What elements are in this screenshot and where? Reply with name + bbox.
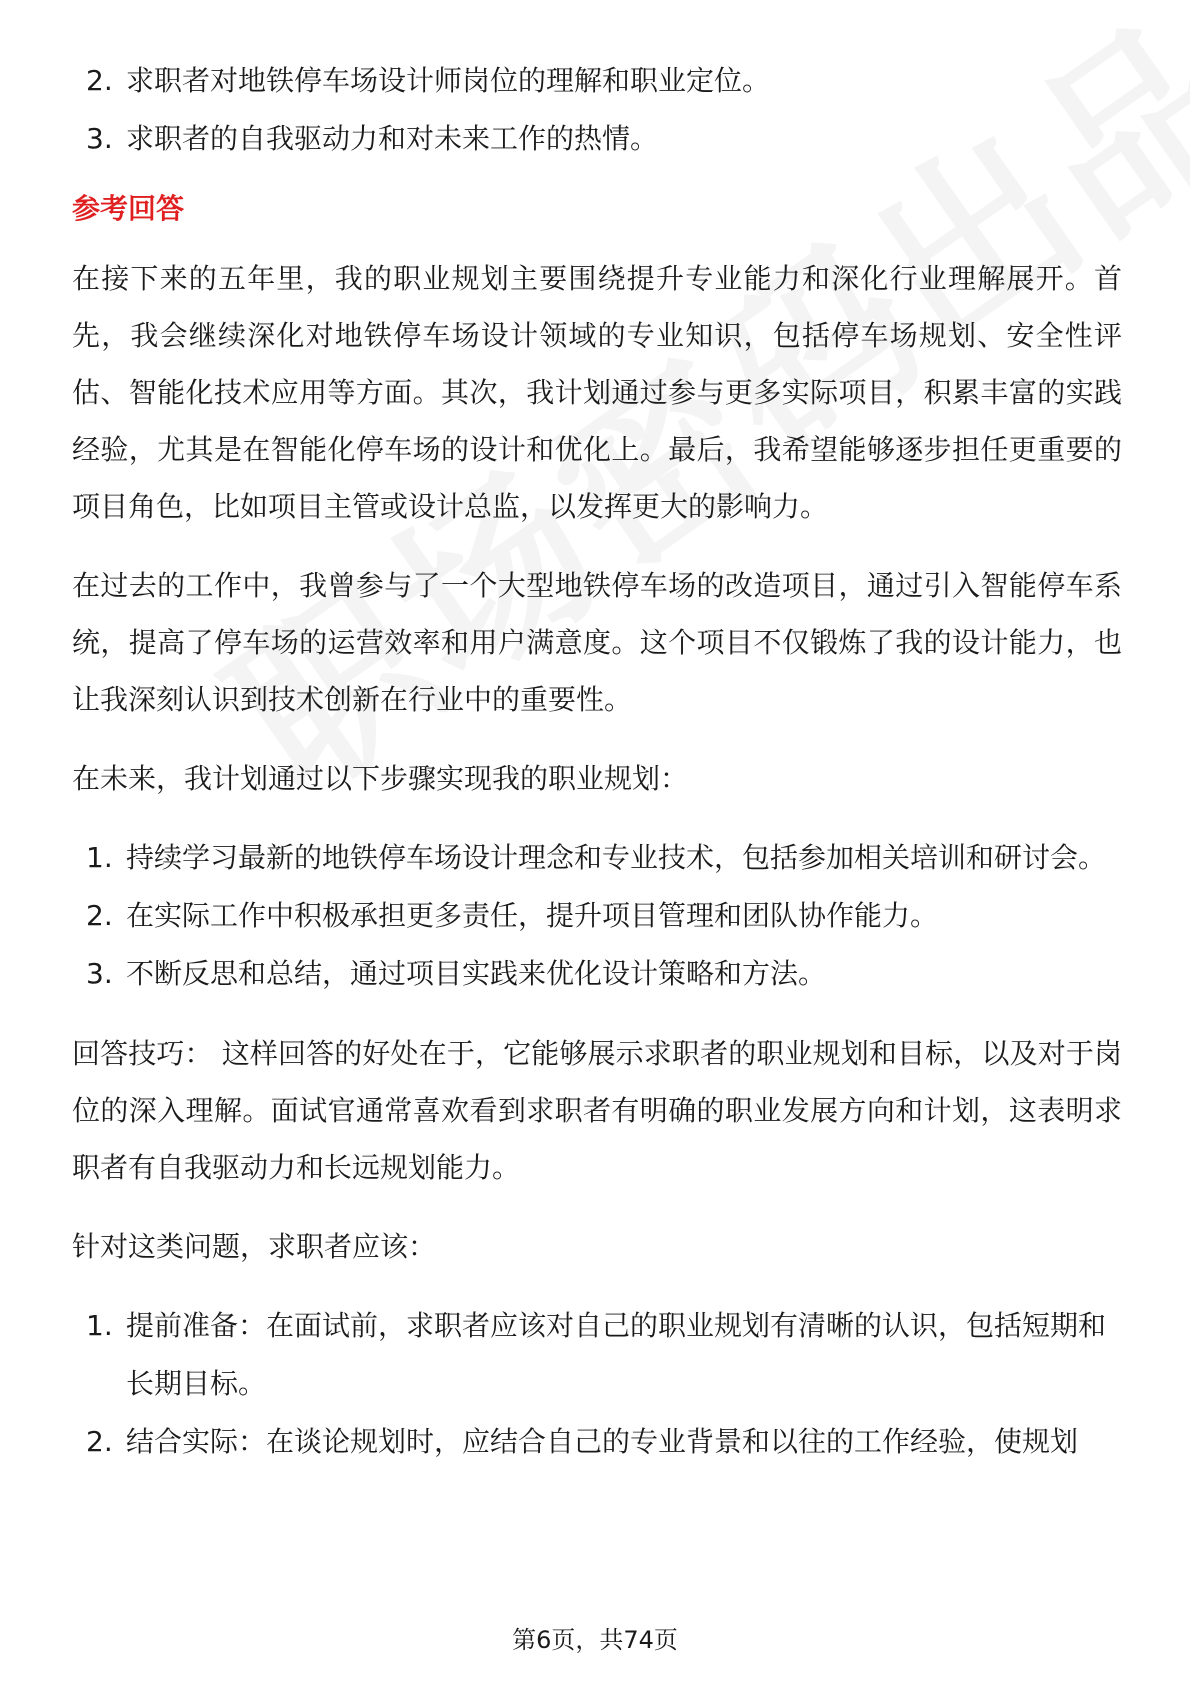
paragraph-past-experience: 在过去的工作中，我曾参与了一个大型地铁停车场的改造项目，通过引入智能停车系统，提高了停车场的运营效率和用户满意度。这个项目不仅锻炼了我的设计能力，也让我深刻认识到技术创新在行业中的重要性。 [72,569,1122,716]
list-number: 1. [86,1309,113,1342]
reference-answer-heading: 参考回答 [72,192,185,225]
steps-list [72,829,1122,1003]
list-text: 在实际工作中积极承担更多责任，提升项目管理和团队协作能力。 [126,899,939,932]
list-text: 不断反思和总结，通过项目实践来优化设计策略和方法。 [126,957,827,990]
list-text: 提前准备：在面试前，求职者应该对自己的职业规划有清晰的认识，包括短期和长期目标。 [126,1309,1107,1400]
document-body [72,52,1122,1471]
list-item [72,110,1122,168]
list-item [72,887,1122,945]
list-number: 2. [86,899,113,932]
top-list [72,52,1122,168]
list-item [72,945,1122,1003]
list-number: 3. [86,957,113,990]
paragraph-future-intro: 在未来，我计划通过以下步骤实现我的职业规划： [72,762,689,795]
advice-list [72,1297,1122,1471]
page-number: 第6页，共74页 [512,1626,678,1654]
list-item [72,829,1122,887]
paragraph-answer-tips: 回答技巧： 这样回答的好处在于，它能够展示求职者的职业规划和目标，以及对于岗位的深入理解。面试官通常喜欢看到求职者有明确的职业发展方向和计划，这表明求职者有自我驱动力和长远规划能力。 [72,1037,1122,1184]
paragraph-career-plan: 在接下来的五年里，我的职业规划主要围绕提升专业能力和深化行业理解展开。首先，我会继续深化对地铁停车场设计领域的专业知识，包括停车场规划、安全性评估、智能化技术应用等方面。其次，我计划通过参与更多实际项目，积累丰富的实践经验，尤其是在智能化停车场的设计和优化上。最后，我希望能够逐步担任更重要的项目角色，比如项目主管或设计总监，以发挥更大的影响力。 [72,262,1122,523]
list-text: 持续学习最新的地铁停车场设计理念和专业技术，包括参加相关培训和研讨会。 [126,841,1107,874]
list-item [72,1413,1122,1471]
list-number: 2. [86,64,113,97]
list-text: 求职者的自我驱动力和对未来工作的热情。 [126,122,659,155]
list-text: 求职者对地铁停车场设计师岗位的理解和职业定位。 [126,64,771,97]
list-text: 结合实际：在谈论规划时，应结合自己的专业背景和以往的工作经验，使规划 [126,1425,1079,1458]
list-number: 3. [86,122,113,155]
paragraph-advice-intro: 针对这类问题，求职者应该： [72,1230,437,1263]
list-item [72,52,1122,110]
list-number: 1. [86,841,113,874]
list-item [72,1297,1122,1413]
list-number: 2. [86,1425,113,1458]
